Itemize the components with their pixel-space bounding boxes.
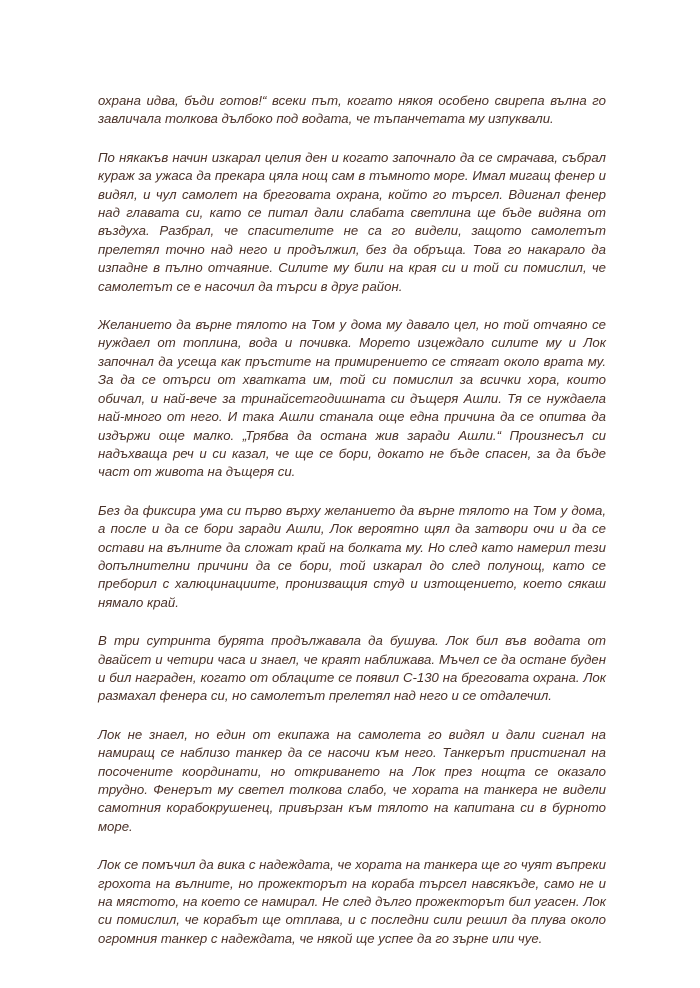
paragraph: Желанието да върне тялото на Том у дома му давало цел, но той отчаяно се нуждаел от топлина, вода и почивка. Морето изцеждало силите му и Лок започнал да усеща как пръстите на примирението се стягат около врата му. За да се отърси от хватката им, той си помислил за всички хора, които обичал, и най-вече за тринайсетгодишната си дъщеря Ашли. Тя се нуждаела най-много от него. И така Ашли станала още една причина да се опитва да издържи още малко. „Трябва да остана жив заради Ашли.“ Произнесъл си надъхваща реч и си казал, че ще се бори, докато не бъде спасен, за да бъде част от живота на дъщеря си. [98, 317, 606, 480]
paragraph: По някакъв начин изкарал целия ден и когато започнало да се смрачава, събрал кураж за ужаса да прекара цяла нощ сам в тъмното море. Имал мигащ фенер и видял, и чул самолет на бреговата охрана, който го търсел. Вдигнал фенер над главата си, като се питал дали слабата светлина ще бъде видяна от въздуха. Разбрал, че спасителите не са го видели, защото самолетът прелетял точно над него и продължил, без да обръща. Това го накарало да изпадне в пълно отчаяние. Силите му били на края си и той си помислил, че самолетът се е насочил да търси в друг район. [98, 149, 606, 294]
paragraph: Лок се помъчил да вика с надеждата, че хората на танкера ще го чуят въпреки грохота на вълните, но прожекторът на кораба търсел навсякъде, само не и на мястото, на което се намирал. Не след дълго прожекторът бил угасен. Лок си помислил, че корабът ще отплава, и с последни сили решил да плува около огромния танкер с надеждата, че някой ще успее да го зърне или чуе. [98, 857, 606, 946]
paragraph: Без да фиксира ума си първо върху желанието да върне тялото на Том у дома, а после и да се бори заради Ашли, Лок вероятно щял да затвори очи и да се остави на вълните да сложат край на болката му. Но след като намерил тези допълнителни причини да се бори, той изкарал до след полунощ, като се преборил с халюцинациите, пронизващия студ и изтощението, което сякаш нямало край. [98, 502, 606, 610]
paragraph: В три сутринта бурята продължавала да бушува. Лок бил във водата от двайсет и четири часа и знаел, че краят наближава. Мъчел се да остане буден и бил награден, когато от облаците се появил C-130 на бреговата охрана. Лок размахал фенера си, но самолетът прелетял над него и се отдалечил. [98, 633, 606, 704]
paragraph: охрана идва, бъди готов!“ всеки път, когато някоя особено свирепа вълна го завличала толкова дълбоко под водата, че тъпанчетата му изпуквали. [98, 93, 606, 127]
paragraph: Лок не знаел, но един от екипажа на самолета го видял и дали сигнал на намиращ се наблизо танкер да се насочи към него. Танкерът пристигнал на посочените координати, но откриването на Лок през нощта се оказало трудно. Фенерът му светел толкова слабо, че хората на танкера не видели самотния корабокрушенец, привързан към тялото на капитана си в бурното море. [98, 726, 606, 834]
body-text [98, 92, 606, 968]
